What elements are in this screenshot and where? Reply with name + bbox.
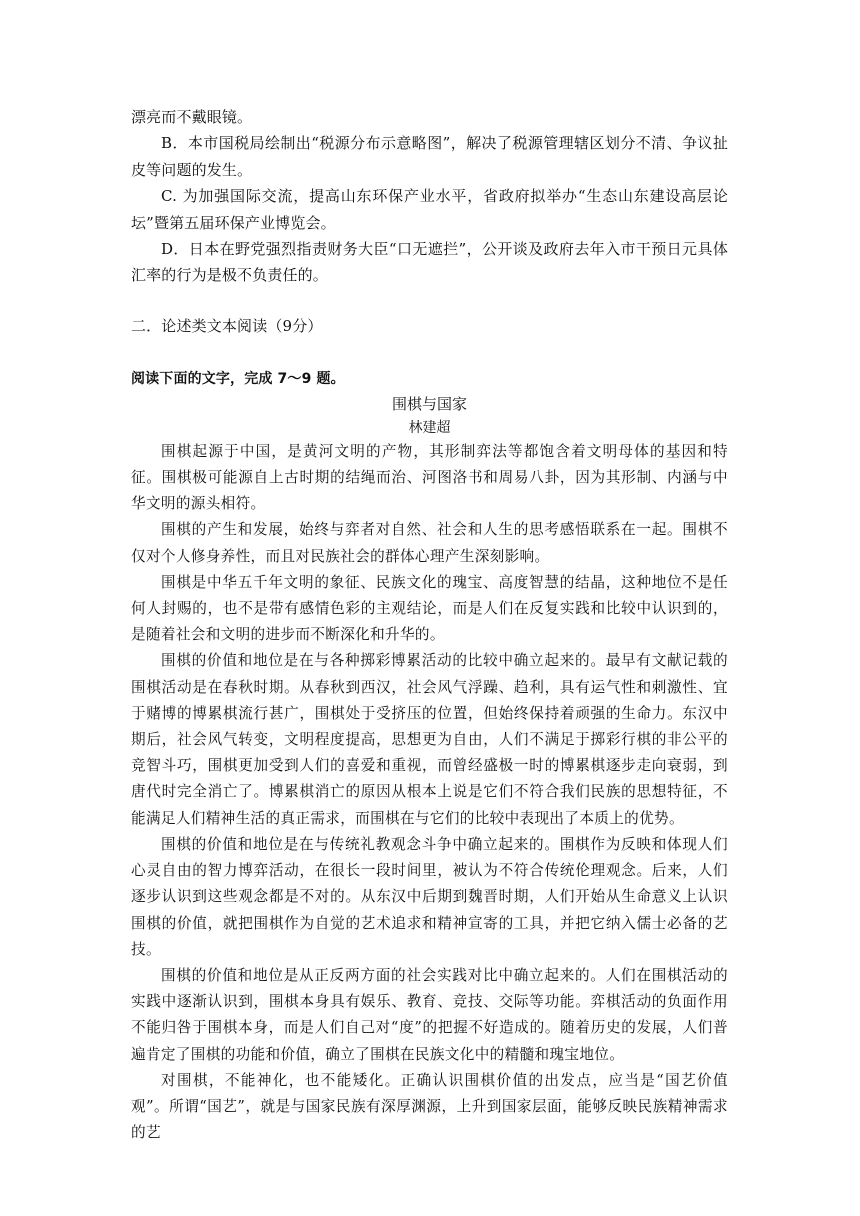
option-c: C. 为加强国际交流，提高山东环保产业水平，省政府拟举办“生态山东建设高层论坛”暨第五届环保产业博览会。 (131, 187, 728, 232)
article-paragraph: 围棋起源于中国，是黄河文明的产物，其形制弈法等都饱含着文明母体的基因和特征。围棋极可能源自上古时期的结绳而治、河图洛书和周易八卦，因为其形制、内涵与中华文明的源头相符。 (131, 442, 728, 513)
article-paragraph: 围棋的价值和地位是在与传统礼教观念斗争中确立起来的。围棋作为反映和体现人们心灵自由的智力博弈活动，在很长一段时间里，被认为不符合传统伦理观念。后来，人们逐步认识到这些观念都是不对的。从东汉中后期到魏晋时期，人们开始从生命意义上认识围棋的价值，就把围棋作为自觉的艺术追求和精神宣寄的工具，并把它纳入儒士必备的艺技。 (131, 835, 728, 958)
section-heading: 二．论述类文本阅读（9分） (131, 316, 323, 335)
reading-instruction: 阅读下面的文字，完成 7～9 题。 (131, 370, 345, 387)
continuation-text: 漂亮而不戴眼镜。 (131, 108, 253, 126)
article-author: 林建超 (408, 419, 451, 436)
article-paragraph: 围棋的价值和地位是从正反两方面的社会实践对比中确立起来的。人们在围棋活动的实践中逐渐认识到，围棋本身具有娱乐、教育、竞技、交际等功能。弈棋活动的负面作用不能归咎于围棋本身，而是人们自己对“度”的把握不好造成的。随着历史的发展，人们普遍肯定了围棋的功能和价值，确立了围棋在民族文化中的精髓和瑰宝地位。 (131, 966, 728, 1063)
article-paragraph: 围棋是中华五千年文明的象征、民族文化的瑰宝、高度智慧的结晶，这种地位不是任何人封赐的，也不是带有感情色彩的主观结论，而是人们在反复实践和比较中认识到的，是随着社会和文明的进步而不断深化和升华的。 (131, 573, 728, 644)
article-title: 围棋与国家 (391, 394, 467, 413)
article-paragraph: 围棋的价值和地位是在与各种掷彩博累活动的比较中确立起来的。最早有文献记载的围棋活动是在春秋时期。从春秋到西汉，社会风气浮躁、趋利，具有运气性和刺激性、宜于赌博的博累棋流行甚广，围棋处于受挤压的位置，但始终保持着顽强的生命力。东汉中期后，社会风气转变，文明程度提高，思想更为自由，人们不满足于掷彩行棋的非公平的竞智斗巧，围棋更加受到人们的喜爱和重视，而曾经盛极一时的博累棋逐步走向衰弱，到唐代时完全消亡了。博累棋消亡的原因从根本上说是它们不符合我们民族的思想特征，不能满足人们精神生活的真正需求，而围棋在与它们的比较中表现出了本质上的优势。 (131, 652, 728, 827)
option-d: D．日本在野党强烈指责财务大臣“口无遮拦”，公开谈及政府去年入市干预日元具体汇率的行为是极不负责任的。 (131, 240, 728, 285)
article-paragraph: 围棋的产生和发展，始终与弈者对自然、社会和人生的思考感悟联系在一起。围棋不仅对个人修身养性，而且对民族社会的群体心理产生深刻影响。 (131, 521, 728, 565)
article-paragraph: 对围棋，不能神化，也不能矮化。正确认识围棋价值的出发点，应当是“国艺价值观”。所谓“国艺”，就是与国家民族有深厚渊源，上升到国家层面，能够反映民族精神需求的艺 (131, 1071, 728, 1142)
page-content (131, 104, 728, 1146)
option-b: B．本市国税局绘制出“税源分布示意略图”，解决了税源管理辖区划分不清、争议扯皮等问题的发生。 (131, 134, 728, 179)
